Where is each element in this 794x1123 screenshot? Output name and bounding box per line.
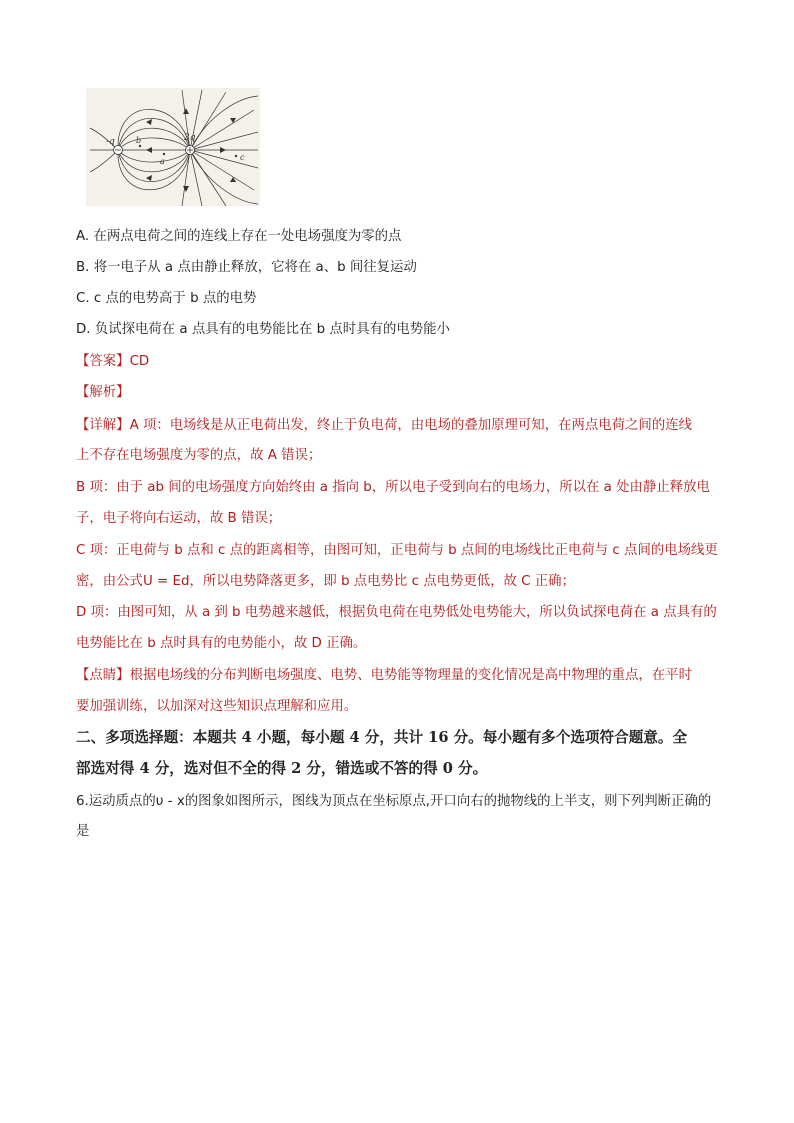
comment-text: 根据电场线的分布判断电场强度、电势、电势能等物理量的变化情况是高中物理的重点，在平时 <box>129 668 692 683</box>
section2-heading-line1: 二、多项选择题：本题共 4 小题，每小题 4 分，共计 16 分。每小题有多个选项符合题意。全 <box>76 729 688 746</box>
comment-tag: 【点睛】 <box>76 668 130 683</box>
answer-tag: 【答案】 <box>76 354 130 369</box>
label-point-b: b <box>136 136 142 145</box>
detail-c-line1: C 项：正电荷与 b 点和 c 点的距离相等，由图可知，正电荷与 b 点间的电场线比正电荷与 c 点间的电场线更 <box>76 543 718 558</box>
detail-b-line1: B 项：由于 ab 间的电场强度方向始终由 a 指向 b，所以电子受到向右的电场力，所以在 a 处由静止释放电 <box>76 480 710 495</box>
option-b: B. 将一电子从 a 点由静止释放，它将在 a、b 间往复运动 <box>76 260 417 275</box>
question6-line2: 是 <box>76 824 90 839</box>
comment-line2: 要加强训练，以加深对这些知识点理解和应用。 <box>76 699 358 714</box>
detail-a-text: A 项：电场线是从正电荷出发，终止于负电荷，由电场的叠加原理可知，在两点电荷之间的连线 <box>129 418 692 433</box>
question6-line1: 6.运动质点的υ - x的图象如图所示，图线为顶点在坐标原点,开口向右的抛物线的上半支，则下列判断正确的 <box>76 794 712 809</box>
detail-tag: 【详解】 <box>76 418 130 433</box>
option-c: C. c 点的电势高于 b 点的电势 <box>76 291 257 306</box>
label-point-c: c <box>240 153 245 162</box>
answer-value: CD <box>129 354 150 369</box>
detail-d-line2: 电势能比在 b 点时具有的电势能小，故 D 正确。 <box>76 636 367 651</box>
label-neg-q: -q <box>106 137 115 147</box>
label-point-a: a <box>160 157 165 166</box>
detail-d-line1: D 项：由图可知，从 a 到 b 电势越来越低，根据负电荷在电势低处电势能大，所以负试探电荷在 a 点具有的 <box>76 605 717 620</box>
label-pos-2q: 2q <box>184 133 196 143</box>
detail-a-line2: 上不存在电场强度为零的点，故 A 错误； <box>76 448 322 463</box>
analysis-tag: 【解析】 <box>76 385 130 400</box>
section2-heading-line2: 部选对得 4 分，选对但不全的得 2 分，错选或不答的得 0 分。 <box>76 760 488 777</box>
detail-b-line2: 子，电子将向右运动，故 B 错误； <box>76 511 282 526</box>
comment-line1 <box>76 666 726 686</box>
option-d: D. 负试探电荷在 a 点具有的电势能比在 b 点时具有的电势能小 <box>76 322 450 337</box>
detail-a-line1 <box>76 416 726 436</box>
electric-field-lines-figure <box>86 88 260 206</box>
field-lines-diagram <box>86 88 260 206</box>
option-a: A. 在两点电荷之间的连线上存在一处电场强度为零的点 <box>76 229 402 244</box>
answer-line <box>76 352 726 372</box>
detail-c-line2: 密，由公式U = Ed，所以电势降落更多，即 b 点电势比 c 点电势更低，故 C 正确； <box>76 574 575 589</box>
